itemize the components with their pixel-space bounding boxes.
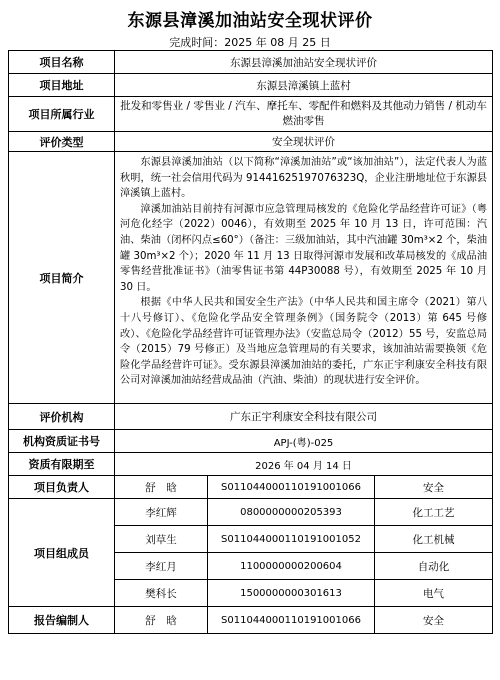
label-cert-no: 机构资质证书号 (9, 430, 115, 453)
row-leader (9, 476, 493, 499)
value-industry: 批发和零售业 / 零售业 / 汽车、摩托车、零配件和燃料及其他动力销售 / 机动车燃油零售 (115, 97, 493, 132)
leader-cert: S011044000110191001066 (208, 476, 375, 499)
member-major: 电气 (375, 580, 493, 607)
label-project-name: 项目名称 (9, 51, 115, 74)
compiler-name: 舒 晗 (115, 607, 208, 634)
label-cert-valid: 资质有限期至 (9, 453, 115, 476)
label-agency: 评价机构 (9, 404, 115, 430)
member-cert: 1500000000301613 (208, 580, 375, 607)
row-project-name (9, 51, 493, 74)
row-compiler (9, 607, 493, 634)
row-intro (9, 152, 493, 404)
compiler-cert: S011044000110191001066 (208, 607, 375, 634)
label-leader: 项目负责人 (9, 476, 115, 499)
label-compiler: 报告编制人 (9, 607, 115, 634)
value-intro (115, 152, 493, 404)
label-intro: 项目简介 (9, 152, 115, 404)
member-cert: S011044000110191001052 (208, 526, 375, 553)
table-row (9, 499, 493, 526)
member-name: 刘草生 (115, 526, 208, 553)
value-cert-valid: 2026 年 04 月 14 日 (115, 453, 493, 476)
intro-paragraph: 漳溪加油站目前持有河源市应急管理局核发的《危险化学品经营许可证》（粤河危化经字（2022）0046），有效期至 2025 年 10 月 13 日，许可范围：汽油、柴油（闭杯闪点≤60°）（备注：三级加油站，其中汽油罐 30m³×2 个，柴油罐 30m³×2 个）；2020 年 11 月 13 日取得河源市发展和改革局核发的《成品油零售经营批准证书》（油零售证书第 44P30088 号），有效期至 2025 年 10 月 30 日。 (120, 203, 488, 293)
intro-paragraph: 东源县漳溪加油站（以下简称“漳溪加油站”或“该加油站”），法定代表人为蓝秋明，统一社会信用代码为 91441625197076323Q，企业注册地址位于东源县漳溪镇上蓝村。 (120, 157, 488, 200)
row-industry (9, 97, 493, 132)
page-title: 东源县漳溪加油站安全现状评价 (127, 11, 373, 31)
row-cert-valid (9, 453, 493, 476)
row-project-address (9, 74, 493, 97)
member-cert: 1100000000200604 (208, 553, 375, 580)
member-major: 化工工艺 (375, 499, 493, 526)
value-eval-type: 安全现状评价 (115, 132, 493, 152)
member-name: 樊科长 (115, 580, 208, 607)
member-major: 化工机械 (375, 526, 493, 553)
value-cert-no: APJ-(粤)-025 (115, 430, 493, 453)
row-cert-no (9, 430, 493, 453)
label-industry: 项目所属行业 (9, 97, 115, 132)
member-major: 自动化 (375, 553, 493, 580)
intro-paragraph: 根据《中华人民共和国安全生产法》（中华人民共和国主席令（2021）第八十八号修订）、《危险化学品安全管理条例》（国务院令（2013）第 645 号修改）、《危险化学品经营许可证管理办法》（安监总局令（2012）55 号，安监总局令（2015）79 号修正）及当地应急管理局的有关要求，该加油站需要换领《危险化学品经营许可证》。受东源县漳溪加油站的委托，广东正宇利康安全科技有限公司对漳溪加油站经营成品油（汽油、柴油）的现状进行安全评价。 (120, 297, 488, 387)
row-eval-type (9, 132, 493, 152)
value-project-name: 东源县漳溪加油站安全现状评价 (115, 51, 493, 74)
leader-name: 舒 晗 (115, 476, 208, 499)
compiler-major: 安全 (375, 607, 493, 634)
member-name: 李红月 (115, 553, 208, 580)
value-project-address: 东源县漳溪镇上蓝村 (115, 74, 493, 97)
member-cert: 0800000000205393 (208, 499, 375, 526)
info-table (8, 50, 493, 634)
label-eval-type: 评价类型 (9, 132, 115, 152)
row-agency (9, 404, 493, 430)
completion-date: 完成时间：2025 年 08 月 25 日 (169, 36, 331, 49)
value-agency: 广东正宇利康安全科技有限公司 (115, 404, 493, 430)
label-project-address: 项目地址 (9, 74, 115, 97)
member-name: 李红辉 (115, 499, 208, 526)
label-members: 项目组成员 (9, 499, 115, 607)
leader-major: 安全 (375, 476, 493, 499)
